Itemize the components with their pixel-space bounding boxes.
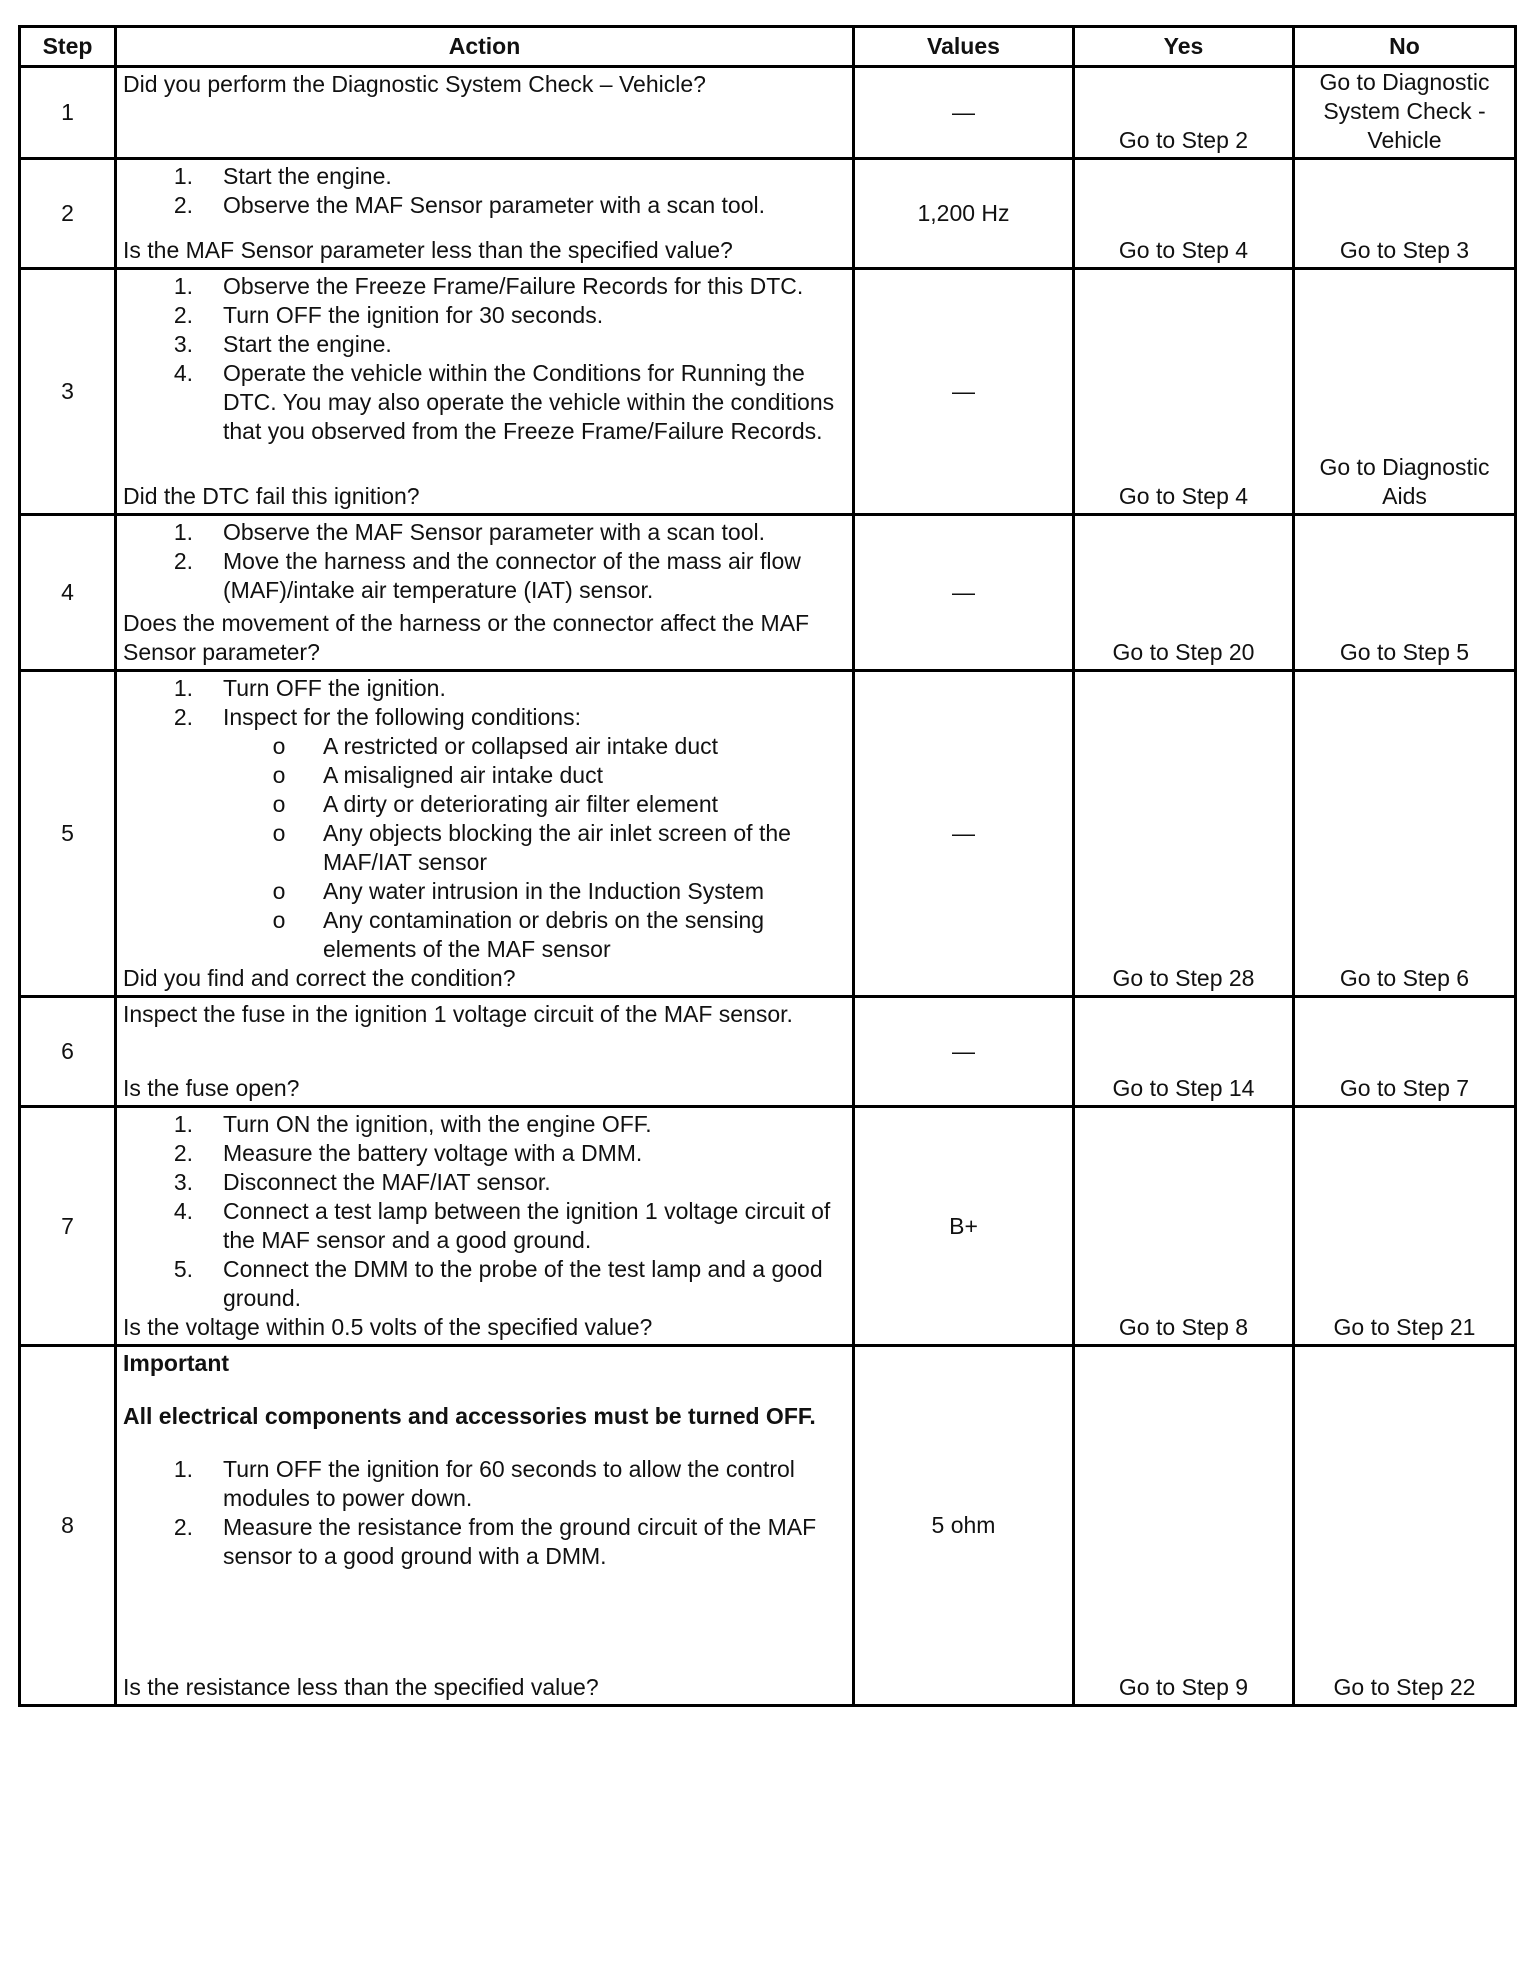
table-row-step-7 [20,1107,1516,1346]
no-link[interactable]: Go to Step 6 [1294,671,1516,997]
condition-item: o A misaligned air intake duct [272,762,603,788]
action-question: Is the resistance less than the specified value? [123,1674,599,1700]
no-link[interactable]: Go to Step 5 [1294,515,1516,671]
step-number: 7 [20,1107,116,1346]
action-cell [116,515,854,671]
table-row-step-2 [20,159,1516,269]
value-cell: B+ [854,1107,1074,1346]
header-step: Step [20,27,116,67]
action-step-item: 1. Turn ON the ignition, with the engine OFF. [173,1111,652,1137]
action-cell [116,671,854,997]
action-step-item: 4. Operate the vehicle within the Conditions for Running the DTC. You may also operate the vehicle within the conditions that you observed from the Freeze Frame/Failure Records. [173,360,835,444]
header-values: Values [854,27,1074,67]
value-cell: — [854,67,1074,159]
no-link[interactable]: Go to Step 21 [1294,1107,1516,1346]
header-action: Action [116,27,854,67]
yes-link[interactable]: Go to Step 2 [1074,67,1294,159]
no-link[interactable]: Go to Step 7 [1294,997,1516,1107]
value-cell: — [854,671,1074,997]
action-step-item: 2. Measure the resistance from the ground circuit of the MAF sensor to a good ground with a DMM. [173,1514,817,1569]
action-intro: Did you perform the Diagnostic System Check – Vehicle? [123,71,706,97]
value-cell: — [854,269,1074,515]
header-row [20,27,1516,67]
action-step-item: 3. Disconnect the MAF/IAT sensor. [173,1169,551,1195]
action-step-item: 2. Turn OFF the ignition for 30 seconds. [173,302,604,328]
table-row-step-3 [20,269,1516,515]
action-step-item: 1. Observe the Freeze Frame/Failure Records for this DTC. [173,273,804,299]
step-number: 2 [20,159,116,269]
no-link[interactable]: Go to Step 22 [1294,1346,1516,1706]
action-step-item: 1. Observe the MAF Sensor parameter with a scan tool. [173,519,766,545]
action-cell [116,997,854,1107]
step-number: 6 [20,997,116,1107]
value-cell: 5 ohm [854,1346,1074,1706]
action-steps [123,674,846,732]
important-title: Important [123,1350,230,1376]
table-row-step-6 [20,997,1516,1107]
yes-link[interactable]: Go to Step 4 [1074,269,1294,515]
action-cell [116,159,854,269]
action-cell [116,1107,854,1346]
step-number: 4 [20,515,116,671]
important-note: All electrical components and accessories must be turned OFF. [123,1403,816,1429]
action-step-item: 3. Start the engine. [173,331,392,357]
no-link[interactable]: Go to Diagnostic Aids [1294,269,1516,515]
value-cell: — [854,997,1074,1107]
action-question: Did the DTC fail this ignition? [123,483,420,509]
action-steps [123,1455,846,1571]
action-step-item: 2. Observe the MAF Sensor parameter with a scan tool. [173,192,766,218]
action-question: Is the MAF Sensor parameter less than the specified value? [123,237,733,263]
action-steps [123,1110,846,1313]
yes-link[interactable]: Go to Step 4 [1074,159,1294,269]
action-step-item: 2. Inspect for the following conditions: [173,704,581,730]
action-question: Did you find and correct the condition? [123,965,516,991]
condition-item: o Any water intrusion in the Induction System [272,878,765,904]
value-cell: — [854,515,1074,671]
action-step-item: 1. Turn OFF the ignition. [173,675,446,701]
action-step-item: 5. Connect the DMM to the probe of the test lamp and a good ground. [173,1256,823,1311]
value-cell: 1,200 Hz [854,159,1074,269]
action-step-item: 2. Measure the battery voltage with a DMM. [173,1140,643,1166]
table-row-step-5 [20,671,1516,997]
step-number: 5 [20,671,116,997]
condition-item: o A restricted or collapsed air intake duct [272,733,719,759]
condition-list [123,732,846,964]
action-question: Is the fuse open? [123,1075,300,1101]
yes-link[interactable]: Go to Step 9 [1074,1346,1294,1706]
action-step-item: 2. Move the harness and the connector of the mass air flow (MAF)/intake air temperature (IAT) sensor. [173,548,801,603]
condition-item: o Any objects blocking the air inlet screen of the MAF/IAT sensor [272,820,791,875]
table-row-step-8 [20,1346,1516,1706]
yes-link[interactable]: Go to Step 20 [1074,515,1294,671]
action-question: Is the voltage within 0.5 volts of the specified value? [123,1314,653,1340]
action-step-item: 1. Turn OFF the ignition for 60 seconds to allow the control modules to power down. [173,1456,795,1511]
table-row-step-1 [20,67,1516,159]
table-row-step-4 [20,515,1516,671]
header-no: No [1294,27,1516,67]
no-link[interactable]: Go to Diagnostic System Check - Vehicle [1294,67,1516,159]
action-steps [123,272,846,446]
action-cell [116,1346,854,1706]
header-yes: Yes [1074,27,1294,67]
yes-link[interactable]: Go to Step 14 [1074,997,1294,1107]
action-intro: Inspect the fuse in the ignition 1 voltage circuit of the MAF sensor. [123,1001,793,1027]
action-step-item: 1. Start the engine. [173,163,392,189]
action-cell [116,67,854,159]
diagnostic-table [18,25,1517,1707]
condition-item: o A dirty or deteriorating air filter element [272,791,719,817]
step-number: 1 [20,67,116,159]
yes-link[interactable]: Go to Step 8 [1074,1107,1294,1346]
condition-item: o Any contamination or debris on the sensing elements of the MAF sensor [272,907,765,962]
no-link[interactable]: Go to Step 3 [1294,159,1516,269]
action-steps [123,518,846,605]
action-cell [116,269,854,515]
action-question: Does the movement of the harness or the connector affect the MAF Sensor parameter? [123,610,810,665]
step-number: 3 [20,269,116,515]
step-number: 8 [20,1346,116,1706]
yes-link[interactable]: Go to Step 28 [1074,671,1294,997]
action-steps [123,162,846,220]
action-step-item: 4. Connect a test lamp between the ignition 1 voltage circuit of the MAF sensor and a good ground. [173,1198,831,1253]
